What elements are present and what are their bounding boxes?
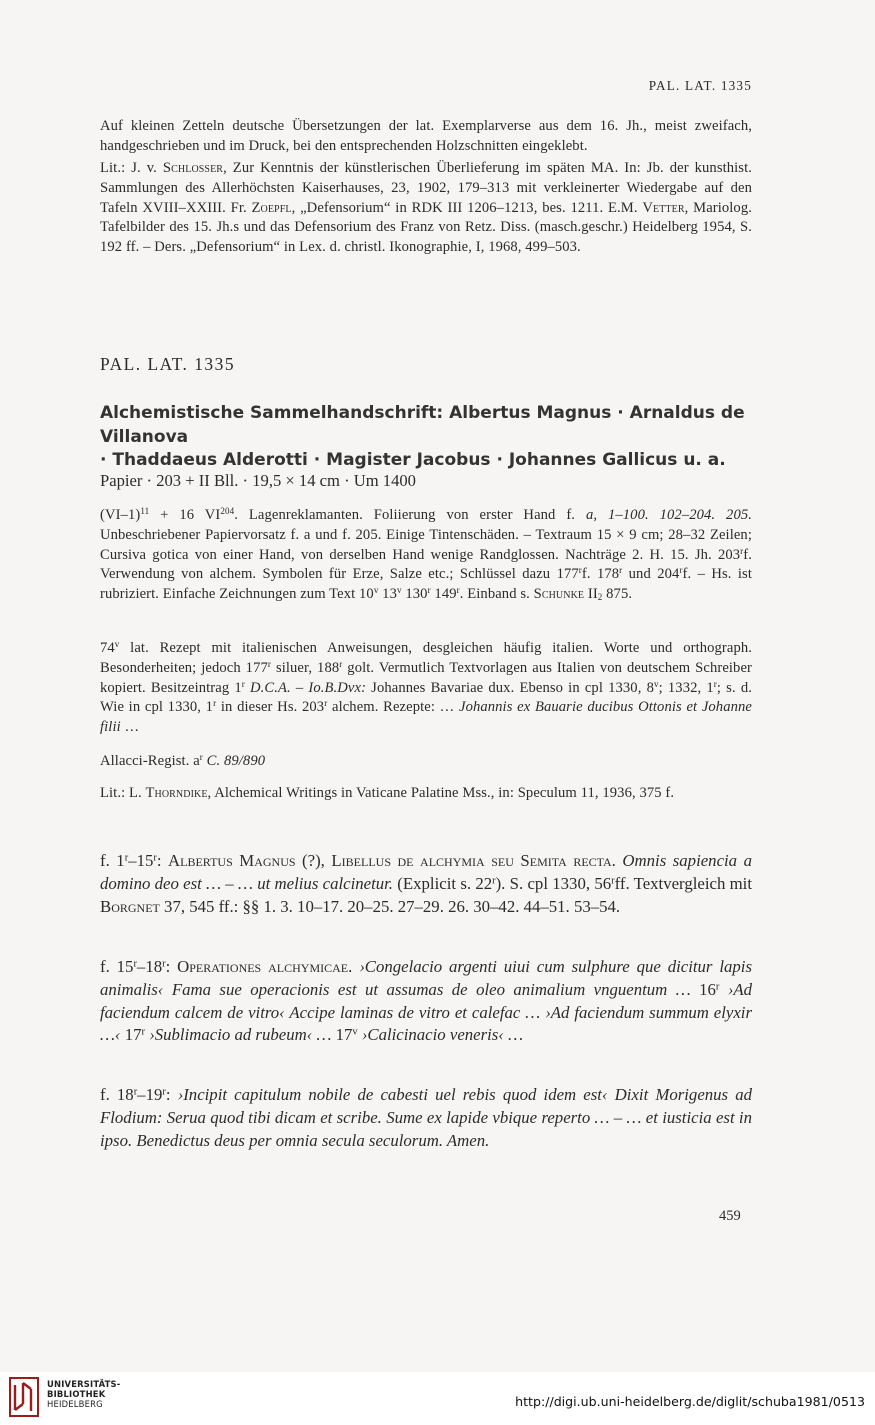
intro-text: Auf kleinen Zetteln deutsche Übersetzungen der lat. Exemplarverse aus dem 16. Jh., meist zweifach, handgeschrieben und im Druck, bei den entsprechenden Holzschnitten eingeklebt. — [100, 118, 752, 154]
intro-paragraph — [100, 117, 752, 157]
provenance-paragraph — [100, 639, 752, 738]
manuscript-title — [100, 402, 754, 473]
provenance-text: 74$^v$ lat. Rezept mit italienischen Anweisungen, desgleichen häufig italien. Worte und orthograph. Besonderheiten; jedoch 177$^r$ siluer, 188$^r$ golt. Vermutlich Textvorlagen aus Italien von deutschem Schreiber kopiert. Besitzeintrag 1$^r$ D.C.A. – Io.B.Dvx: Johannes Bavariae dux. Ebenso in cpl 1330, 8$^v$; 1332, 1$^r$; s. d. Wie in cpl 1330, 1$^r$ in dieser Hs. 203$^r$ alchem. Rezepte: … Johannis ex Bauarie ducibus Ottonis et Johanne filii … — [100, 639, 752, 736]
codicology-paragraph — [100, 506, 752, 605]
entry-3-text: f. 18$^r$–19$^r$: ›Incipit capitulum nobile de cabesti uel rebis quod idem est‹ Dixit Morigenus ad Flodium: Serua quod tibi dicam et scribe. Sume ex lapide vbique reperto … – … et iusticia est in ipso. Benedictus deus per omnia secula seculorum. Amen. — [100, 1085, 753, 1150]
running-head: PAL. LAT. 1335 — [648, 78, 752, 93]
library-name-line-2: BIBLIOTHEK — [47, 1388, 106, 1399]
title-line-1: Alchemistische Sammelhandschrift: Albertus Magnus · Arnaldus de Villanova — [100, 403, 745, 447]
allacci-text: Allacci-Regist. $a^r$ C. 89/890 — [100, 752, 266, 769]
title-line-2: · Thaddaeus Alderotti · Magister Jacobus · Johannes Gallicus u. a. — [100, 450, 726, 470]
intro-literature — [100, 159, 752, 258]
entry-2 — [100, 956, 752, 1047]
library-name-line-3: HEIDELBERG — [47, 1398, 103, 1409]
permalink-url[interactable]: http://digi.ub.uni-heidelberg.de/diglit/schuba1981/0513 — [515, 1394, 865, 1409]
entry-1-text: f. 1$^r$–15$^r$: Albertus Magnus (?), Libellus de alchymia seu Semita recta. Omnis sapiencia a domino deo est … – … ut melius calcinetur. (Explicit s. 22$^r$). S. cpl 1330, 56$^r$ff. Textvergleich mit Borgnet 37, 545 ff.: §§ 1. 3. 10–17. 20–25. 27–29. 26. 30–42. 44–51. 53–54. — [100, 851, 753, 916]
literature-2-text: Lit.: L. Thorndike, Alchemical Writings in Vaticane Palatine Mss., in: Speculum 11, 1936, 375 f. — [100, 785, 675, 801]
library-logo-icon — [9, 1377, 39, 1417]
manuscript-meta: Papier · 203 + II Bll. · 19,5 × 14 cm · Um 1400 — [100, 471, 416, 490]
section-heading: PAL. LAT. 1335 — [100, 354, 236, 374]
entry-2-text: f. 15$^r$–18$^r$: Operationes alchymicae. ›Congelacio argenti uiui cum sulphure que dicitur lapis animalis‹ Fama sue operacionis est ut assumas de oleo animalium vnguentum … 16$^r$ ›Ad faciendum calcem de vitro‹ Accipe laminas de vitro et calefac … ›Ad faciendum summum elyxir …‹ 17$^r$ ›Sublimacio ad rubeum‹ … 17$^v$ ›Calicinacio veneris‹ … — [100, 957, 752, 1045]
entry-3 — [100, 1084, 752, 1152]
codicology-text: $(VI-1)^{11} + 16$ VI$^{204}$. Lagenreklamanten. Foliierung von erster Hand f. a, 1–100. 102–204. 205. Unbeschriebener Papiervorsatz f. a und f. 205. Einige Tintenschäden. – Textraum 15 × 9 cm; 28–32 Zeilen; Cursiva gotica von einer Hand, von derselben Hand wenige Randglossen. Nachträge 2. H. 15. Jh. 203$^r$f. Verwendung von alchem. Symbolen für Erze, Salze etc.; Schlüssel dazu 177$^r$f. 178$^r$ und 204$^r$f. – Hs. ist rubriziert. Einfache Zeichnungen zum Text 10$^v$ 13$^v$ 130$^r$ 149$^r$. Einband s. Schunke $II_2$ 875. — [100, 506, 752, 603]
library-name-line-1: UNIVERSITÄTS- — [47, 1379, 121, 1389]
page-number: 459 — [719, 1208, 741, 1224]
literature-paragraph — [100, 784, 752, 804]
allacci-register — [100, 752, 752, 772]
literature-text: Lit.: J. v. Schlosser, Zur Kenntnis der künstlerischen Überlieferung im späten MA. In: Jb. der kunsthist. Sammlungen des Allerhöchsten Kaiserhauses, 23, 1902, 179–313 mit verkleinerter Wiedergabe auf den Tafeln XVIII–XXIII. Fr. Zoepfl, „Defensorium“ in RDK III 1206–1213, bes. 1211. E.M. Vetter, Mariolog. Tafelbilder des 15. Jh.s und das Defensorium des Franz von Retz. Diss. (masch.geschr.) Heidelberg 1954, S. 192 ff. – Ders. „Defensorium“ in Lex. d. christl. Ikonographie, I, 1968, 499–503. — [100, 160, 752, 256]
entry-1 — [100, 850, 752, 918]
library-name — [47, 1380, 120, 1409]
